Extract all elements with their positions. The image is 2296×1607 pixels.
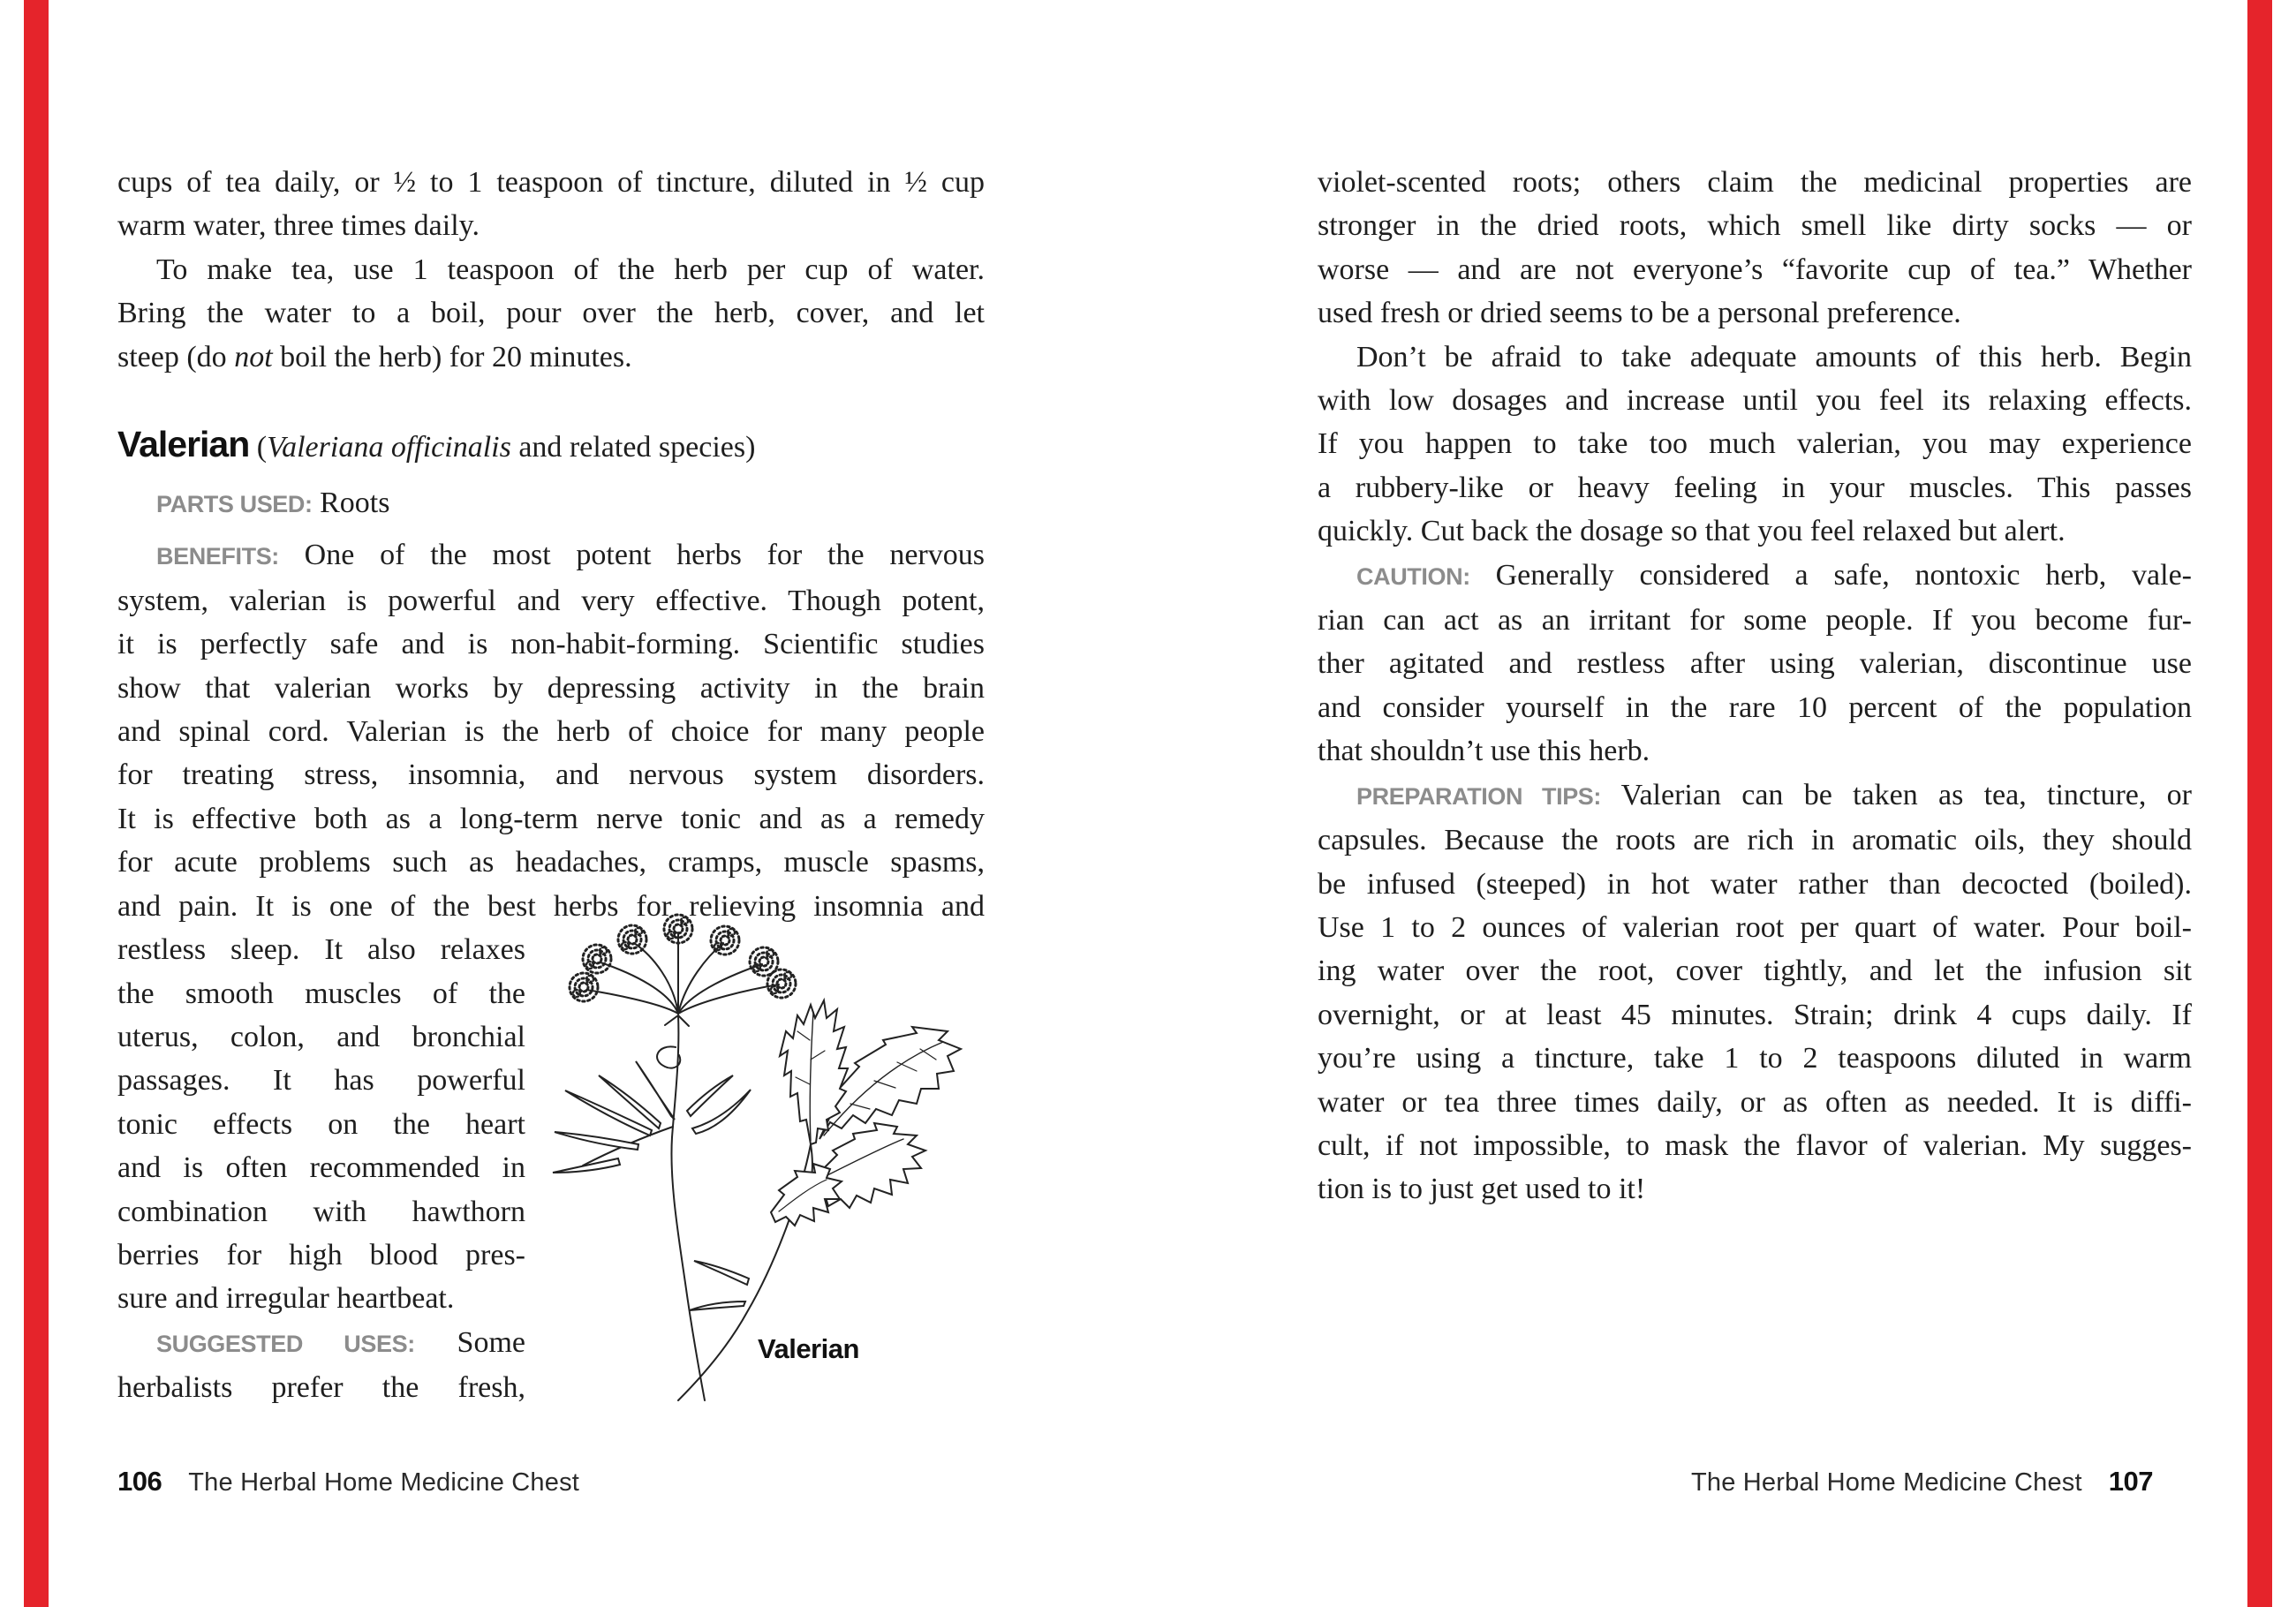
- illustration-caption: Valerian: [758, 1333, 859, 1364]
- herb-heading: Valerian (Valeriana officinalis and related species): [117, 424, 756, 465]
- text-line: combination with hawthorn: [117, 1195, 525, 1228]
- text-line: tion is to just get used to it!: [1318, 1173, 1646, 1206]
- text-line: for acute problems such as headaches, cramps, muscle spasms,: [117, 846, 985, 879]
- page-number-left: 106: [117, 1466, 162, 1497]
- text-line: cult, if not impossible, to mask the flavor of valerian. My sugges-: [1318, 1128, 2192, 1162]
- text-line: you’re using a tincture, take 1 to 2 teaspoons diluted in warm: [1318, 1042, 2192, 1075]
- paragraph: [117, 928, 525, 1321]
- paragraph: [117, 533, 985, 928]
- text-line: berries for high blood pres-: [117, 1238, 525, 1271]
- text-line: water or tea three times daily, or as often as needed. It is diffi-: [1318, 1085, 2192, 1119]
- section-label: CAUTION:: [1356, 562, 1470, 590]
- page-number-right: 107: [2108, 1466, 2153, 1497]
- paragraph: [117, 161, 985, 248]
- valerian-illustration-box: [546, 908, 985, 1402]
- paragraph: [117, 1321, 525, 1410]
- text-line: for treating stress, insomnia, and nervous system disorders.: [117, 758, 985, 792]
- text-line: it is perfectly safe and is non-habit-forming. Scientific studies: [117, 628, 985, 661]
- paragraph: [1318, 554, 2192, 773]
- text-line: and is often recommended in: [117, 1151, 525, 1185]
- text-line: Use 1 to 2 ounces of valerian root per quart of water. Pour boil-: [1318, 910, 2192, 944]
- text-line: It is effective both as a long-term nerve tonic and as a remedy: [117, 802, 985, 835]
- text-line: rian can act as an irritant for some people. If you become fur-: [1318, 604, 2192, 638]
- red-bleed-bar-right: [2247, 0, 2272, 1607]
- paragraph: [1318, 336, 2192, 554]
- text-line: Don’t be afraid to take adequate amounts of this herb. Begin: [1356, 340, 2192, 373]
- text-line: and pain. It is one of the best herbs for relieving insomnia and: [117, 889, 985, 923]
- text-line: SUGGESTED USES: Some: [156, 1325, 525, 1359]
- text-line: system, valerian is powerful and very effective. Though potent,: [117, 584, 985, 617]
- text-line: If you happen to take too much valerian, you may experience: [1318, 427, 2192, 461]
- book-title-left: The Herbal Home Medicine Chest: [188, 1468, 580, 1497]
- text-line: and spinal cord. Valerian is the herb of choice for many people: [117, 715, 985, 749]
- herb-name: Valerian: [117, 424, 250, 465]
- text-line: overnight, or at least 45 minutes. Strain; drink 4 cups daily. If: [1318, 998, 2192, 1031]
- text-line: passages. It has powerful: [117, 1064, 525, 1098]
- section-label: SUGGESTED USES:: [156, 1330, 415, 1357]
- text-line: PARTS USED: Roots: [156, 487, 390, 520]
- text-line: Bring the water to a boil, pour over the herb, cover, and let: [117, 297, 985, 330]
- text-line: PREPARATION TIPS: Valerian can be taken as tea, tincture, or: [1356, 778, 2192, 811]
- page-right-text-column: [1318, 161, 2192, 1211]
- text-line: warm water, three times daily.: [117, 209, 480, 243]
- text-line: ing water over the root, cover tightly, and let the infusion sit: [1318, 954, 2192, 988]
- text-line: steep (do not boil the herb) for 20 minutes.: [117, 340, 632, 373]
- red-bleed-bar-left: [24, 0, 49, 1607]
- text-line: a rubbery-like or heavy feeling in your muscles. This passes: [1318, 471, 2192, 504]
- spacer: [117, 472, 985, 481]
- text-line: that shouldn’t use this herb.: [1318, 735, 1650, 768]
- text-line: the smooth muscles of the: [117, 977, 525, 1010]
- text-line: BENEFITS: One of the most potent herbs for the nervous: [156, 539, 985, 572]
- text-line: with low dosages and increase until you feel its relaxing effects.: [1318, 384, 2192, 418]
- text-line: used fresh or dried seems to be a personal preference.: [1318, 297, 1961, 330]
- text-line: To make tea, use 1 teaspoon of the herb per cup of water.: [156, 253, 985, 286]
- book-title-right: The Herbal Home Medicine Chest: [1690, 1468, 2082, 1497]
- text-line: quickly. Cut back the dosage so that you feel relaxed but alert.: [1318, 515, 2066, 548]
- spacer: [117, 526, 985, 533]
- paragraph: [1318, 773, 2192, 1211]
- text-line: ther agitated and restless after using valerian, discontinue use: [1318, 647, 2192, 681]
- paragraph: [117, 481, 985, 526]
- text-line: restless sleep. It also relaxes: [117, 933, 525, 967]
- paragraph: [117, 248, 985, 379]
- footer-right: [1318, 1466, 2153, 1498]
- text-line: tonic effects on the heart: [117, 1107, 525, 1141]
- text-line: cups of tea daily, or ½ to 1 teaspoon of tincture, diluted in ½ cup: [117, 166, 985, 199]
- text-line: worse — and are not everyone’s “favorite cup of tea.” Whether: [1318, 253, 2192, 286]
- text-line: sure and irregular heartbeat.: [117, 1282, 455, 1316]
- text-line: show that valerian works by depressing activity in the brain: [117, 671, 985, 705]
- section-label: PREPARATION TIPS:: [1356, 782, 1601, 810]
- section-label: BENEFITS:: [156, 543, 279, 570]
- text-line: violet-scented roots; others claim the medicinal properties are: [1318, 166, 2192, 199]
- footer-left: [117, 1466, 579, 1498]
- text-line: herbalists prefer the fresh,: [117, 1371, 525, 1405]
- section-label: PARTS USED:: [156, 491, 313, 518]
- text-line: capsules. Because the roots are rich in aromatic oils, they should: [1318, 824, 2192, 857]
- text-line: CAUTION: Generally considered a safe, nontoxic herb, vale-: [1356, 558, 2192, 592]
- text-line: stronger in the dried roots, which smell like dirty socks — or: [1318, 209, 2192, 243]
- text-line: and consider yourself in the rare 10 percent of the population: [1318, 690, 2192, 724]
- valerian-illustration: [546, 908, 985, 1402]
- spacer: [117, 379, 985, 419]
- paragraph: [1318, 161, 2192, 336]
- text-line: be infused (steeped) in hot water rather than decocted (boiled).: [1318, 867, 2192, 901]
- text-line: uterus, colon, and bronchial: [117, 1020, 525, 1053]
